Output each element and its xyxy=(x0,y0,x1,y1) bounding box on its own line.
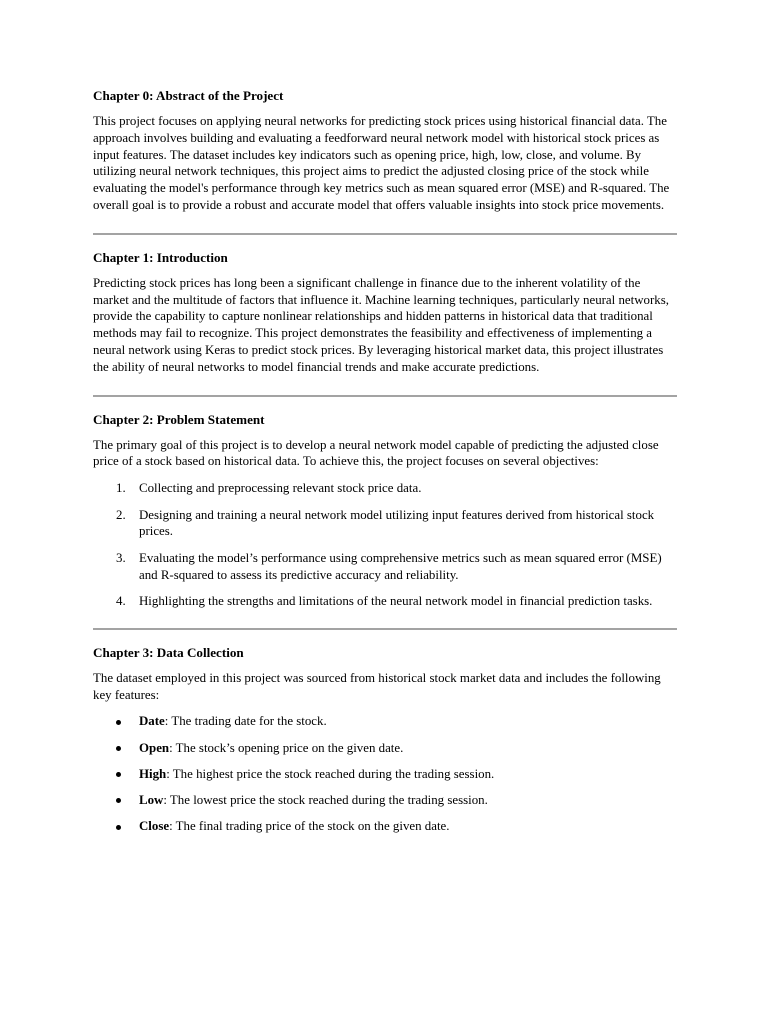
features-list xyxy=(93,713,677,835)
feature-term: Close xyxy=(139,819,170,834)
section-paragraph: The dataset employed in this project was sourced from historical stock market data and includes the following key features: xyxy=(93,670,661,702)
feature-term: Date xyxy=(139,714,165,729)
list-item xyxy=(139,818,677,835)
section-heading: Chapter 0: Abstract of the Project xyxy=(93,88,284,103)
list-item xyxy=(139,713,677,730)
feature-description: : The lowest price the stock reached during the trading session. xyxy=(163,792,488,807)
list-item xyxy=(139,766,677,783)
feature-term: Low xyxy=(139,792,164,807)
section-heading: Chapter 1: Introduction xyxy=(93,249,228,265)
list-item: Highlighting the strengths and limitations of the neural network model in financial prediction tasks. xyxy=(139,593,653,608)
section-abstract xyxy=(93,87,677,214)
section-problem-statement xyxy=(93,411,677,610)
section-heading: Chapter 3: Data Collection xyxy=(93,644,244,660)
feature-description: : The stock’s opening price on the given date. xyxy=(169,740,404,755)
list-item: Evaluating the model’s performance using comprehensive metrics such as mean squared error (MSE) and R-squared to assess its predictive accuracy and reliability. xyxy=(139,550,662,582)
feature-term: Open xyxy=(139,740,170,755)
horizontal-rule xyxy=(93,233,677,235)
section-paragraph: Predicting stock prices has long been a significant challenge in finance due to the inherent volatility of the market and the multitude of factors that influence it. Machine learning techniques, particularly neural networks, provide the capability to capture nonlinear relationships and hidden patterns in historical data that traditional methods may fail to recognize. This project demonstrates the feasibility and effectiveness of implementing a neural network using Keras to predict stock prices. By leveraging historical market data, this project illustrates the ability of neural networks to model financial trends and make accurate predictions. xyxy=(93,275,669,374)
objectives-list xyxy=(93,480,677,610)
list-item: Collecting and preprocessing relevant stock price data. xyxy=(139,481,422,496)
section-data-collection xyxy=(93,644,677,835)
section-heading: Chapter 2: Problem Statement xyxy=(93,411,265,427)
horizontal-rule xyxy=(93,395,677,397)
list-item: Designing and training a neural network model utilizing input features derived from historical stock prices. xyxy=(139,507,655,539)
feature-term: High xyxy=(139,766,167,781)
list-item xyxy=(139,740,677,757)
section-paragraph: This project focuses on applying neural networks for predicting stock prices using historical financial data. The approach involves building and evaluating a feedforward neural network model with historical stock prices as input features. The dataset includes key indicators such as opening price, high, low, close, and volume. By utilizing neural network techniques, this project aims to predict the adjusted closing price of the stock while evaluating the model's performance through key metrics such as mean squared error (MSE) and R-squared. The overall goal is to provide a robust and accurate model that offers valuable insights into stock price movements. xyxy=(93,114,670,212)
horizontal-rule xyxy=(93,628,677,630)
section-introduction xyxy=(93,249,677,376)
feature-description: : The highest price the stock reached during the trading session. xyxy=(166,766,495,781)
feature-description: : The final trading price of the stock on the given date. xyxy=(169,819,450,834)
section-paragraph: The primary goal of this project is to develop a neural network model capable of predicting the adjusted close price of a stock based on historical data. To achieve this, the project focuses on several objectives: xyxy=(93,437,659,469)
document-page xyxy=(93,87,677,844)
list-item xyxy=(139,792,677,809)
feature-description: : The trading date for the stock. xyxy=(164,714,327,729)
